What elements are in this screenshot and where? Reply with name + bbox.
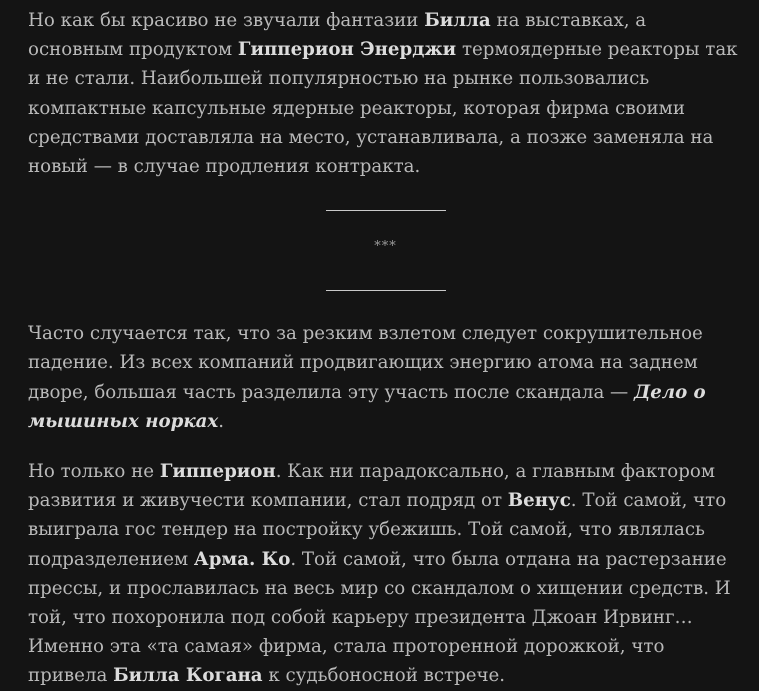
section-break-stars: *** (374, 239, 397, 255)
paragraph-text: . Как ни парадоксально, а главным фактором развития и живучести компании, стал подряд от (28, 461, 715, 512)
paragraph-text: термоядерные реакторы так и не стали. Наибольшей популярностью на рынке пользовались компактные капсульные ядерные реакторы, которая фирма своими средствами доставляла на место, устанавливала, а позже заменяла на новый — в случае продления контракта. (28, 39, 738, 178)
divider-line-bottom (326, 290, 446, 291)
bold-company-arma-co: Арма. Ко (193, 548, 291, 570)
paragraph-1 (28, 6, 743, 181)
paragraph-text: к судьбоносной встрече. (262, 665, 506, 687)
paragraph-3 (28, 457, 743, 691)
bold-company-hyperion-energy: Гипперион Энерджи (237, 39, 457, 61)
divider-line-top (326, 210, 446, 211)
bold-name-bill-kogan: Билла Когана (113, 665, 263, 687)
paragraph-text: . Той самой, что была отдана на растерзание прессы, и прославилась на весь мир со скандалом о хищении средств. И той, что похоронила под собой карьеру президента Джоан Ирвинг… Именно эта «та самая» фирма, стала проторенной дорожкой, что привела (28, 548, 731, 687)
paragraph-text: . Той самой, что выиграла гос тендер на постройку убежишь. Той самой, что являлась подразделением (28, 490, 727, 570)
bold-italic-mouse-holes-case: Дело о мышиных норках (28, 381, 706, 432)
paragraph-text: . (218, 410, 225, 432)
paragraph-text: Но только не (28, 461, 160, 483)
bold-company-hyperion: Гипперион (159, 461, 276, 483)
bold-company-venus: Венус (507, 490, 571, 512)
paragraph-text: Часто случается так, что за резким взлетом следует сокрушительное падение. Из всех компаний продвигающих энергию атома на заднем дворе, большая часть разделила эту участь после скандала — (28, 323, 703, 403)
paragraph-text: на выставках, а основным продуктом (28, 10, 647, 61)
paragraph-text: Но как бы красиво не звучали фантазии (28, 10, 425, 31)
paragraph-2 (28, 319, 743, 436)
bold-name-bill: Билла (424, 10, 491, 31)
